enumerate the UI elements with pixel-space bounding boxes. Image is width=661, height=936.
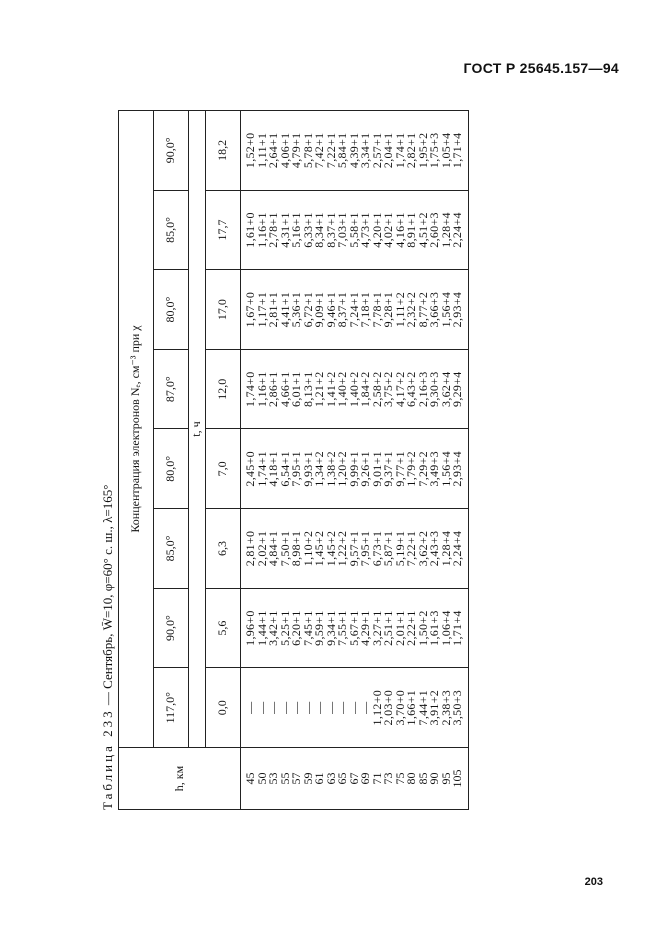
concentration-value: 8,34+1 [312, 212, 326, 248]
concentration-value: 9,09+1 [312, 291, 326, 328]
chi-cell: 117,0° [154, 668, 189, 748]
concentration-value: 3,75+2 [381, 371, 395, 407]
concentration-value: — [346, 701, 361, 714]
concentration-value: 1,28+4 [438, 530, 453, 567]
concentration-value: 2,86+1 [266, 371, 280, 407]
concentration-value: 8,98+1 [289, 530, 303, 567]
concentration-value: 4,18+1 [266, 451, 280, 487]
height-value: 59 [300, 772, 315, 785]
concentration-value: 5,19+1 [392, 530, 407, 567]
concentration-value: 2,93+4 [450, 291, 464, 328]
table-caption [100, 110, 116, 810]
concentration-value: 4,84+1 [266, 530, 280, 567]
concentration-value: 2,04+1 [381, 132, 395, 169]
concentration-value: 5,84+1 [335, 132, 349, 169]
concentration-value: 3,66+3 [427, 291, 441, 328]
concentration-value: 2,45+0 [243, 451, 257, 487]
time-cell: 12,0 [206, 349, 241, 429]
concentration-value: 1,61+0 [243, 212, 257, 248]
concentration-value: 2,38+3 [438, 689, 453, 726]
concentration-value: 4,20+1 [369, 212, 384, 248]
concentration-value: 1,40+2 [346, 371, 361, 407]
concentration-value: 1,74+1 [254, 451, 269, 487]
concentration-value: 5,78+1 [300, 132, 315, 169]
concentration-value: 9,99+1 [346, 451, 361, 487]
concentration-value: 1,34+2 [312, 451, 326, 487]
concentration-value: 3,42+1 [266, 610, 280, 646]
value-column [241, 668, 469, 748]
concentration-value: 5,67+1 [346, 610, 361, 646]
concentration-value: 1,96+0 [243, 610, 257, 646]
height-value: 69 [358, 772, 372, 785]
concentration-value: 8,13+1 [300, 371, 315, 407]
electron-concentration-table [118, 110, 469, 810]
chi-cell: 85,0° [154, 509, 189, 589]
concentration-value: 4,16+1 [392, 212, 407, 248]
concentration-value: 6,20+1 [289, 610, 303, 646]
concentration-value: 1,11+2 [392, 292, 407, 328]
height-value: 75 [392, 772, 407, 785]
concentration-value: 6,54+1 [277, 451, 292, 487]
concentration-value: 4,39+1 [346, 132, 361, 169]
concentration-value: 9,01+1 [369, 451, 384, 487]
concentration-value: 1,12+0 [369, 689, 384, 726]
concentration-value: 2,43+3 [427, 530, 441, 567]
page-number: 203 [584, 876, 603, 888]
concentration-value: 1,45+2 [312, 530, 326, 567]
concentration-value: 1,79+2 [404, 451, 418, 487]
concentration-value: 1,56+4 [438, 291, 453, 328]
concentration-value: 2,81+1 [266, 291, 280, 328]
concentration-value: 9,93+1 [300, 451, 315, 487]
concentration-value: 7,95+1 [358, 530, 372, 567]
concentration-value: 2,02+1 [254, 530, 269, 567]
concentration-value: 7,78+1 [369, 291, 384, 328]
height-value: 55 [277, 772, 292, 785]
concentration-value: 1,21+2 [312, 371, 326, 407]
document-code: ГОСТ Р 25645.157—94 [463, 60, 619, 76]
concentration-value: 4,73+1 [358, 212, 372, 248]
concentration-value: 4,29+1 [358, 610, 372, 646]
concentration-value: — [335, 701, 349, 714]
concentration-value: 2,81+0 [243, 530, 257, 567]
concentration-value: 8,91+1 [404, 212, 418, 248]
time-cell: 17,7 [206, 190, 241, 270]
height-value: 67 [346, 772, 361, 785]
concentration-value: 1,38+2 [323, 451, 338, 487]
concentration-value: 3,50+3 [450, 689, 464, 726]
value-column [241, 190, 469, 270]
concentration-value: 9,37+1 [381, 451, 395, 487]
concentration-value: 9,34+1 [323, 610, 338, 646]
value-column [241, 509, 469, 589]
concentration-value: — [300, 701, 315, 714]
concentration-value: 2,24+4 [450, 212, 464, 248]
concentration-value: 7,22+1 [323, 132, 338, 169]
height-value: 61 [312, 772, 326, 785]
concentration-value: 2,93+4 [450, 451, 464, 487]
concentration-value: 2,60+3 [427, 212, 441, 248]
concentration-value: 7,45+1 [300, 610, 315, 646]
time-cell: 17,0 [206, 270, 241, 350]
concentration-value: 3,34+1 [358, 132, 372, 169]
concentration-value: 2,24+4 [450, 530, 464, 567]
height-value: 65 [335, 772, 349, 785]
concentration-value: 1,84+2 [358, 371, 372, 407]
concentration-value: 1,71+4 [450, 132, 464, 169]
h-km-header: h, км [119, 748, 241, 810]
concentration-value: 9,46+1 [323, 291, 338, 328]
concentration-value: 2,57+1 [369, 132, 384, 169]
value-column [241, 349, 469, 429]
time-cell: 5,6 [206, 588, 241, 668]
concentration-value: 1,05+4 [438, 132, 453, 169]
concentration-value: — [254, 701, 269, 714]
concentration-value: — [358, 701, 372, 714]
time-cell: 18,2 [206, 111, 241, 191]
concentration-value: 4,41+1 [277, 291, 292, 328]
concentration-value: 4,66+1 [277, 371, 292, 407]
chi-cell: 87,0° [154, 349, 189, 429]
concentration-value: 2,32+2 [404, 291, 418, 328]
height-value: 53 [266, 772, 280, 785]
concentration-value: 5,87+1 [381, 530, 395, 567]
concentration-value: 1,67+0 [243, 291, 257, 328]
concentration-value: 9,30+3 [427, 371, 441, 407]
concentration-value: 8,37+1 [335, 291, 349, 328]
chi-cell: 90,0° [154, 111, 189, 191]
concentration-value: 4,06+1 [277, 132, 292, 169]
concentration-value: 7,95+1 [289, 451, 303, 487]
concentration-value: 1,50+2 [415, 610, 430, 646]
concentration-value: — [323, 701, 338, 714]
concentration-value: 1,44+1 [254, 610, 269, 646]
concentration-value: 6,33+1 [300, 212, 315, 248]
table-caption-rest: — Сентябрь, W̄=10, φ=60° с. ш., λ=165° [100, 484, 115, 709]
concentration-value: 6,01+1 [289, 371, 303, 407]
concentration-value: — [277, 701, 292, 714]
concentration-value: 1,71+4 [450, 610, 464, 646]
height-value: 80 [404, 772, 418, 785]
height-value: 85 [415, 772, 430, 785]
concentration-value: 1,56+4 [438, 451, 453, 487]
concentration-value: 1,74+0 [243, 371, 257, 407]
concentration-value: 1,66+1 [404, 689, 418, 726]
concentration-value: 2,22+1 [404, 610, 418, 646]
concentration-value: 3,27+1 [369, 610, 384, 646]
concentration-value: 7,42+1 [312, 132, 326, 169]
concentration-value: 6,43+2 [404, 371, 418, 407]
time-header: t, ч [189, 111, 206, 748]
concentration-value: 7,55+1 [335, 610, 349, 646]
concentration-value: 7,44+1 [415, 689, 430, 726]
concentration-value: 4,02+1 [381, 212, 395, 248]
concentration-value: 3,70+0 [392, 689, 407, 726]
chi-cell: 80,0° [154, 270, 189, 350]
concentration-value: 1,28+4 [438, 212, 453, 248]
concentration-value: 9,29+4 [450, 371, 464, 407]
table-caption-prefix: Таблица 233 [100, 708, 115, 810]
concentration-value: 8,37+1 [323, 212, 338, 248]
time-header-row [206, 111, 241, 810]
height-value: 50 [254, 772, 269, 785]
concentration-value: 4,51+2 [415, 212, 430, 248]
concentration-value: 2,01+1 [392, 610, 407, 646]
concentration-value: 1,17+1 [254, 291, 269, 328]
height-value: 95 [438, 772, 453, 785]
height-value: 73 [381, 772, 395, 785]
height-value: 63 [323, 772, 338, 785]
chi-header-row [154, 111, 189, 810]
height-value: 90 [427, 772, 441, 785]
concentration-value: — [266, 701, 280, 714]
concentration-value: 7,24+1 [346, 291, 361, 328]
concentration-value: 1,95+2 [415, 132, 430, 169]
concentration-value: 9,77+1 [392, 451, 407, 487]
concentration-value: 7,03+1 [335, 212, 349, 248]
concentration-value: 7,29+2 [415, 451, 430, 487]
value-column [241, 111, 469, 191]
concentration-value: 7,50+1 [277, 530, 292, 567]
concentration-value: 6,73+1 [369, 530, 384, 567]
concentration-value: — [243, 701, 257, 714]
height-value: 105 [450, 769, 464, 788]
concentration-value: 2,64+1 [266, 132, 280, 169]
concentration-value: 1,61+3 [427, 610, 441, 646]
rotated-table-block [100, 110, 640, 810]
concentration-value: 4,17+2 [392, 371, 407, 407]
concentration-value: 1,75+3 [427, 132, 441, 169]
concentration-value: 7,22+1 [404, 530, 418, 567]
concentration-value: 2,16+3 [415, 371, 430, 407]
time-cell: 0,0 [206, 668, 241, 748]
concentration-header: Концентрация электронов Nₑ, см⁻³ при χ [119, 111, 154, 748]
value-column [241, 270, 469, 350]
concentration-value: 3,62+4 [438, 371, 453, 407]
concentration-value: 2,78+1 [266, 212, 280, 248]
concentration-value: — [289, 701, 303, 714]
concentration-value: 9,59+1 [312, 610, 326, 646]
concentration-value: 4,31+1 [277, 212, 292, 248]
time-cell: 7,0 [206, 429, 241, 509]
concentration-value: 1,16+1 [254, 212, 269, 248]
concentration-value: 5,25+1 [277, 610, 292, 646]
concentration-value: 1,11+1 [254, 132, 269, 168]
concentration-value: 9,28+1 [381, 291, 395, 328]
concentration-value: 3,62+2 [415, 530, 430, 567]
concentration-value: 9,26+1 [358, 451, 372, 487]
height-value: 57 [289, 772, 303, 785]
concentration-value: 2,03+0 [381, 689, 395, 726]
concentration-value: 3,91+2 [427, 689, 441, 726]
concentration-value: 1,06+4 [438, 610, 453, 646]
concentration-value: 5,16+1 [289, 212, 303, 248]
concentration-value: 1,22+2 [335, 530, 349, 567]
concentration-value: 8,77+2 [415, 291, 430, 328]
time-cell: 6,3 [206, 509, 241, 589]
concentration-value: 1,45+2 [323, 530, 338, 567]
height-value: 71 [369, 772, 384, 785]
concentration-value: 2,58+2 [369, 371, 384, 407]
concentration-value: — [312, 701, 326, 714]
concentration-value: 2,82+1 [404, 132, 418, 169]
chi-cell: 85,0° [154, 190, 189, 270]
concentration-value: 1,16+1 [254, 371, 269, 407]
chi-cell: 80,0° [154, 429, 189, 509]
value-column [241, 429, 469, 509]
concentration-value: 1,52+0 [243, 132, 257, 169]
value-column [241, 588, 469, 668]
concentration-value: 7,18+1 [358, 291, 372, 328]
concentration-value: 5,36+1 [289, 291, 303, 328]
concentration-value: 6,72+1 [300, 291, 315, 328]
concentration-value: 1,10+2 [300, 530, 315, 567]
concentration-value: 2,51+1 [381, 610, 395, 646]
concentration-value: 1,20+2 [335, 451, 349, 487]
concentration-value: 1,74+1 [392, 132, 407, 169]
concentration-value: 1,41+2 [323, 371, 338, 407]
concentration-value: 9,57+1 [346, 530, 361, 567]
concentration-value: 3,49+3 [427, 451, 441, 487]
concentration-value: 4,79+1 [289, 132, 303, 169]
height-column [241, 748, 469, 810]
concentration-value: 5,58+1 [346, 212, 361, 248]
chi-cell: 90,0° [154, 588, 189, 668]
height-value: 45 [243, 772, 257, 785]
concentration-value: 1,40+2 [335, 371, 349, 407]
table-body-row [241, 111, 469, 810]
